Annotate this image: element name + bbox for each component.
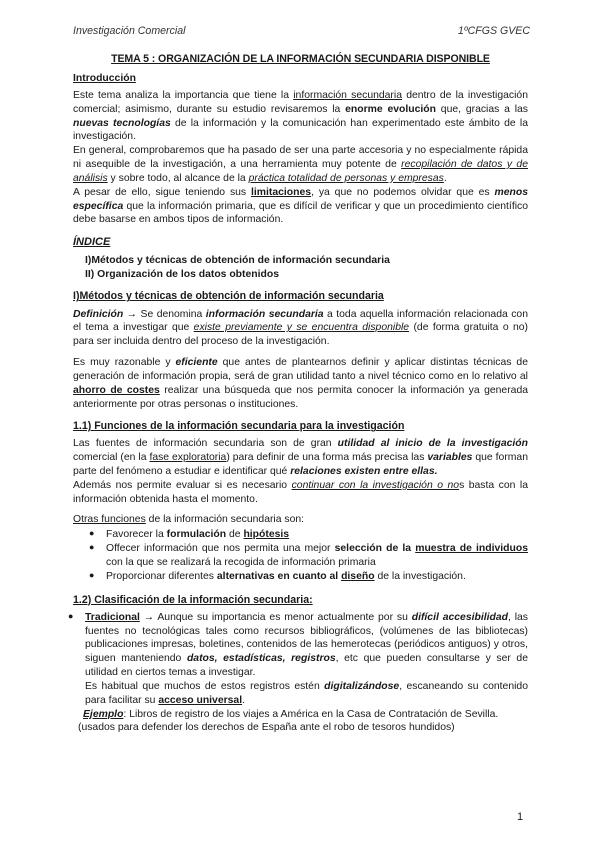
intro-paragraph-1: Este tema analiza la importancia que tiene la información secundaria dentro de la investigación comercial; asimismo, durante su estudio revisaremos la enorme evolución que, gracias a las nuevas tecnologías de la información y la comunicación han experimentado este ámbito de la investigación. xyxy=(73,89,529,143)
page-header xyxy=(73,24,530,38)
subsection-1-1-paragraph-3: Otras funciones de la información secundaria son: xyxy=(73,513,305,525)
bullet-icon: ● xyxy=(89,528,95,539)
example-line: Ejemplo: Libros de registro de los viajes a América en la Casa de Contratación de Sevilla. xyxy=(83,708,499,720)
subsection-1-1-paragraph-1: Las fuentes de información secundaria son de gran utilidad al inicio de la investigación comercial (en la fase exploratoria) para definir de una forma más precisa las variables que forman parte del fenómeno a estudiar e identificar qué relaciones existen entre ellas. xyxy=(73,438,528,478)
traditional-paragraph-1: Tradicional → Aunque su importancia es menor actualmente por su difícil accesibilidad, las fuentes no tecnológicas tales como recursos bibliográficos, (volúmenes de las bibliotecas) publicaciones impresas, boletines, contenidos de las hemerotecas (periódicos antiguos) y otros, siguen manteniendo datos, estadísticas, registros, etc que pueden consultarse y ser de utilidad en ciertos temas a investigar. xyxy=(85,611,528,679)
section-1-paragraph-2: Es muy razonable y eficiente que antes de plantearnos definir y aplicar distintas técnicas de generación de información propia, será de gran utilidad tanto a nivel técnico como en lo relativo al ahorro de costes realizar una búsqueda que nos permita conocer la información ya generada anteriormente por otras personas o instituciones. xyxy=(73,357,528,410)
bullet-icon: ● xyxy=(89,542,95,553)
list-item: ● Proporcionar diferentes alternativas en cuanto al diseño de la investigación. xyxy=(89,569,466,582)
subsection-1-1-paragraph-2: Además nos permite evaluar si es necesario continuar con la investigación o nos basta con la información obtenida hasta el momento. xyxy=(73,479,528,505)
definition-paragraph: Definición → Se denomina información secundaria a toda aquella información relacionada con el tema a investigar que existe previamente y se encuentra disponible (de forma gratuita o no) para ser incluida dentro del proceso de la investigación. xyxy=(73,308,529,348)
index-item-1: I)Métodos y técnicas de obtención de información secundaria xyxy=(85,254,390,266)
classification-traditional xyxy=(68,610,528,708)
example-note: (usados para defender los derechos de España ante el robo de tesoros hundidos) xyxy=(78,722,455,734)
page-content xyxy=(68,52,529,735)
intro-paragraph-3: A pesar de ello, sigue teniendo sus limitaciones, ya que no podemos olvidar que es menos específica que la información primaria, que es difícil de verificar y que un procedimiento científico debe basarse en ambos tipos de información. xyxy=(73,186,529,226)
bullet-icon: ● xyxy=(89,569,95,580)
page-number: 1 xyxy=(517,811,524,823)
list-item: ● Offecer información que nos permita una mejor selección de la muestra de individuos con la que se realizará la recogida de información primaria xyxy=(89,542,528,569)
traditional-paragraph-2: Es habitual que muchos de estos registros estén digitalizándose, escaneando su contenido para facilitar su acceso universal. xyxy=(85,680,528,706)
page-title: TEMA 5 : ORGANIZACIÓN DE LA INFORMACIÓN SECUNDARIA DISPONIBLE xyxy=(111,53,490,65)
index-heading: ÍNDICE xyxy=(73,236,111,249)
header-subject: Investigación Comercial xyxy=(73,25,186,37)
subsection-1-1-heading: 1.1) Funciones de la información secundaria para la investigación xyxy=(73,420,405,433)
intro-heading: Introducción xyxy=(73,73,136,85)
header-course: 1ºCFGS GVEC xyxy=(457,25,530,37)
list-item: ● Favorecer la formulación de hipótesis xyxy=(89,528,290,541)
section-1-heading: I)Métodos y técnicas de obtención de información secundaria xyxy=(73,290,384,303)
bullet-icon: ● xyxy=(68,610,74,621)
functions-list xyxy=(73,528,528,583)
subsection-1-2-heading: 1.2) Clasificación de la información secundaria: xyxy=(73,593,313,606)
index-item-2: II) Organización de los datos obtenidos xyxy=(85,268,279,280)
intro-paragraph-2: En general, comprobaremos que ha pasado de ser una parte accesoria y no especialmente rápida ni asequible de la investigación, a una herramienta muy potente de recopilación de datos y de análisis y sobre todo, al alcance de la práctica totalidad de personas y empresas. xyxy=(73,145,528,184)
